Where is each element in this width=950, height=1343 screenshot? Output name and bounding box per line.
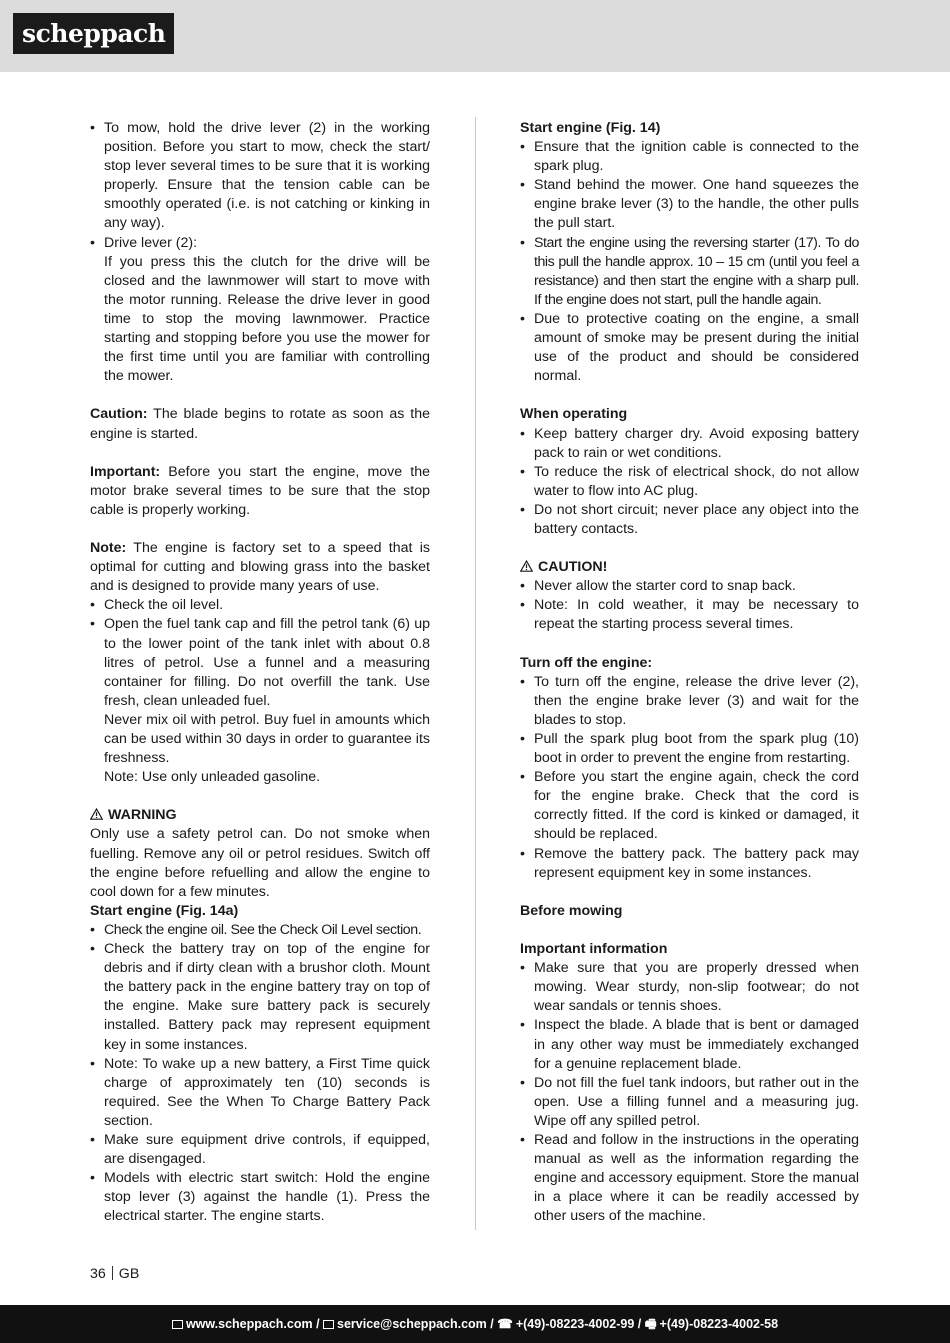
phone-icon: ☎	[497, 1317, 513, 1331]
bullet-text: Check the battery tray on top of the engine for debris and if dirty clean with a brushor cloth. Mount the battery pack in the engine battery tray on top of the engine. Make sure battery pack is securely installed. Battery pack may represent equipment key in some instances.	[104, 941, 430, 1053]
list-item: • Check the oil level.	[90, 597, 224, 614]
list-item: • Never allow the starter cord to snap back.	[520, 578, 796, 595]
warning-heading	[90, 806, 430, 825]
fax-icon: 🖷	[644, 1317, 657, 1331]
warning-triangle-icon	[90, 808, 103, 820]
important-text: Before you start the engine, move the motor brake several times to be sure that the stop cable is properly working.	[90, 463, 430, 518]
bullet-text: Models with electric start switch: Hold the engine stop lever (3) against the handle (1). Press the electrical starter. The engine starts.	[104, 1170, 430, 1225]
important-label: Important:	[90, 463, 161, 480]
footer-website[interactable]: www.scheppach.com /	[185, 1317, 320, 1331]
footer-phone: +(49)-08223-4002-99 /	[515, 1317, 642, 1331]
list-item: • Note: In cold weather, it may be necessary to repeat the starting process several times.	[520, 597, 859, 633]
section-heading: Before mowing	[520, 902, 623, 919]
list-item: • Before you start the engine again, check the cord for the engine brake. Check that the cord is correctly fitted. If the cord is kinked or damaged, it should be replaced.	[520, 769, 859, 843]
section-heading: Start engine (Fig. 14)	[520, 120, 661, 136]
bullet-text: Check the engine oil. See the Check Oil Level section.	[104, 921, 422, 938]
warning-title: WARNING	[108, 807, 177, 824]
list-item: • Start the engine using the reversing starter (17). To do this pull the handle approx. 10 – 15 cm (until you feel a resistance) and then start the engine with a sharp pull. If the engine does not start, pull the handle again.	[520, 234, 859, 308]
list-item: • To mow, hold the drive lever (2) in the working position. Before you start to mow, check the start/ stop lever several times to be sure that it is working properly. Ensure that the tension cable can be smoothly operated (i.e. is not catching or kinking in any way).	[90, 120, 430, 232]
bullet-text: Due to protective coating on the engine, a small amount of smoke may be present during the initial use of the product and should be considered normal.	[534, 310, 859, 385]
list-item: • To turn off the engine, release the drive lever (2), then the engine brake lever (3) and wait for the blades to stop.	[520, 673, 859, 728]
bullet-text: Do not short circuit; never place any object into the battery contacts.	[534, 501, 859, 537]
list-item: • Check the engine oil. See the Check Oil Level section.	[90, 921, 422, 938]
envelope-icon	[323, 1320, 334, 1329]
list-item: • Do not fill the fuel tank indoors, but rather out in the open. Use a filling funnel and a measuring jug. Wipe off any spilled petrol.	[520, 1074, 859, 1129]
list-item: • Do not short circuit; never place any object into the battery contacts.	[520, 501, 859, 537]
list-item: • Models with electric start switch: Hold the engine stop lever (3) against the handle (1). Press the electrical starter. The engine starts.	[90, 1170, 430, 1225]
note-paragraph	[90, 539, 430, 596]
bullet-text: Start the engine using the reversing starter (17). To do this pull the handle approx. 10 – 15 cm (until you feel a resistance) and then start the engine with a sharp pull. If the engine does not start, pull the handle again.	[534, 234, 859, 308]
bullet-text: Never allow the starter cord to snap back.	[534, 578, 796, 595]
note-text: The engine is factory set to a speed that is optimal for cutting and blowing grass into the basket and is designed to provide many years of use.	[90, 540, 430, 595]
list-item: • Drive lever (2):	[90, 234, 198, 251]
bullet-text: To turn off the engine, release the drive lever (2), then the engine brake lever (3) and wait for the blades to stop.	[534, 673, 859, 728]
warning-triangle-icon	[520, 560, 533, 572]
important-paragraph	[90, 463, 430, 520]
page-number-separator	[112, 1266, 113, 1280]
warning-text: Only use a safety petrol can. Do not smoke when fuelling. Remove any oil or petrol residues. Switch off the engine before refuelling and allow the engine to cool down for a few minutes.	[90, 826, 430, 900]
bullet-text: Note: In cold weather, it may be necessary to repeat the starting process several times.	[534, 597, 859, 633]
column-divider	[475, 117, 476, 1230]
page-language: GB	[118, 1266, 140, 1282]
bullet-text: Keep battery charger dry. Avoid exposing battery pack to rain or wet conditions.	[534, 425, 859, 461]
list-item: • Due to protective coating on the engine, a small amount of smoke may be present during the initial use of the product and should be considered normal.	[520, 310, 859, 385]
bullet-text: Inspect the blade. A blade that is bent or damaged in any other way must be immediately exchanged for a genuine replacement blade.	[534, 1017, 859, 1072]
list-item: • Pull the spark plug boot from the spark plug (10) boot in order to prevent the engine from restarting.	[520, 731, 859, 767]
section-heading: Start engine (Fig. 14a)	[90, 902, 239, 919]
section-heading: Turn off the engine:	[520, 654, 653, 671]
bullet-text: Make sure that you are properly dressed when mowing. Wear sturdy, non-slip footwear; do not wear sandals or tennis shoes.	[534, 960, 859, 1015]
bullet-text: Check the oil level.	[104, 597, 224, 614]
bullet-text: Drive lever (2):	[104, 234, 198, 251]
list-item: • Remove the battery pack. The battery pack may represent equipment key in some instances.	[520, 845, 859, 881]
caution-paragraph	[90, 405, 430, 443]
bullet-text: Do not fill the fuel tank indoors, but rather out in the open. Use a filling funnel and a measuring jug. Wipe off any spilled petrol.	[534, 1074, 859, 1129]
caution-text: The blade begins to rotate as soon as the engine is started.	[90, 406, 430, 442]
page-number	[90, 1265, 139, 1284]
list-item-continuation: If you press this the clutch for the drive will be closed and the lawnmower will start to move with the motor running. Release the drive lever in good time to stop the moving lawnmower. Practice starting and stopping before you use the mower for the first time until you are familiar with controlling the mower.	[104, 253, 430, 385]
bullet-text: Pull the spark plug boot from the spark plug (10) boot in order to prevent the engine from restarting.	[534, 731, 859, 767]
list-item: • Read and follow in the instructions in the operating manual as well as the information regarding the engine and accessory equipment. Store the manual in a place where it can be readily accessed by other users of the machine.	[520, 1131, 859, 1225]
footer-email[interactable]: service@scheppach.com /	[337, 1317, 494, 1331]
list-item: • To reduce the risk of electrical shock, do not allow water to flow into AC plug.	[520, 463, 859, 499]
monitor-icon	[172, 1320, 183, 1329]
bullet-text: Read and follow in the instructions in the operating manual as well as the information regarding the engine and accessory equipment. Store the manual in a place where it can be readily accessed by other users of the machine.	[534, 1131, 859, 1225]
list-item-continuation: Note: Use only unleaded gasoline.	[104, 769, 321, 786]
bullet-text: Ensure that the ignition cable is connected to the spark plug.	[534, 139, 859, 175]
bullet-text: Open the fuel tank cap and fill the petrol tank (6) up to the lower point of the tank inlet with about 0.8 litres of petrol. Use a funnel and a measuring container for filling. Do not overfill the tank. Use fresh, clean unleaded fuel.	[104, 616, 430, 709]
list-item: • Stand behind the mower. One hand squeezes the engine brake lever (3) to the handle, the other pulls the pull start.	[520, 177, 859, 232]
left-column	[90, 119, 430, 1226]
list-item: • Open the fuel tank cap and fill the petrol tank (6) up to the lower point of the tank inlet with about 0.8 litres of petrol. Use a funnel and a measuring container for filling. Do not overfill the tank. Use fresh, clean unleaded fuel.	[90, 616, 430, 709]
bullet-text: Make sure equipment drive controls, if equipped, are disengaged.	[104, 1131, 430, 1168]
list-item: • Keep battery charger dry. Avoid exposing battery pack to rain or wet conditions.	[520, 425, 859, 461]
list-item: • Inspect the blade. A blade that is bent or damaged in any other way must be immediately exchanged for a genuine replacement blade.	[520, 1017, 859, 1072]
footer-fax: +(49)-08223-4002-58	[659, 1317, 779, 1331]
page-number-value: 36	[90, 1266, 106, 1282]
page-header	[0, 0, 950, 72]
caution-heading	[520, 558, 859, 577]
list-item: • Make sure equipment drive controls, if equipped, are disengaged.	[90, 1131, 430, 1168]
list-item: • Check the battery tray on top of the engine for debris and if dirty clean with a brushor cloth. Mount the battery pack in the engine battery tray on top of the engine. Make sure battery pack is securely installed. Battery pack may represent equipment key in some instances.	[90, 941, 430, 1053]
list-item: • Note: To wake up a new battery, a First Time quick charge of approximately ten (10) seconds is required. See the When To Charge Battery Pack section.	[90, 1055, 430, 1129]
brand-logo: scheppach	[13, 13, 174, 54]
bullet-text: Note: To wake up a new battery, a First Time quick charge of approximately ten (10) seconds is required. See the When To Charge Battery Pack section.	[104, 1055, 430, 1129]
bullet-text: Remove the battery pack. The battery pack may represent equipment key in some instances.	[534, 845, 859, 881]
list-item-continuation: Never mix oil with petrol. Buy fuel in amounts which can be used within 30 days in order to guarantee its freshness.	[104, 711, 430, 767]
section-heading: Important information	[520, 941, 668, 958]
note-label: Note:	[90, 540, 127, 557]
bullet-text: To reduce the risk of electrical shock, do not allow water to flow into AC plug.	[534, 463, 859, 499]
list-item: • Ensure that the ignition cable is connected to the spark plug.	[520, 139, 859, 175]
caution-title: CAUTION!	[538, 559, 608, 576]
page-footer	[0, 1305, 950, 1343]
right-column	[520, 119, 859, 1226]
bullet-text: Before you start the engine again, check the cord for the engine brake. Check that the cord is correctly fitted. If the cord is kinked or damaged, it should be replaced.	[534, 769, 859, 843]
list-item: • Make sure that you are properly dressed when mowing. Wear sturdy, non-slip footwear; do not wear sandals or tennis shoes.	[520, 960, 859, 1015]
bullet-text: To mow, hold the drive lever (2) in the working position. Before you start to mow, check the start/ stop lever several times to be sure that it is working properly. Ensure that the tension cable can be smoothly operated (i.e. is not catching or kinking in any way).	[104, 120, 430, 232]
section-heading: When operating	[520, 406, 628, 423]
bullet-text: Stand behind the mower. One hand squeezes the engine brake lever (3) to the handle, the other pulls the pull start.	[534, 177, 859, 232]
caution-label: Caution:	[90, 406, 148, 423]
